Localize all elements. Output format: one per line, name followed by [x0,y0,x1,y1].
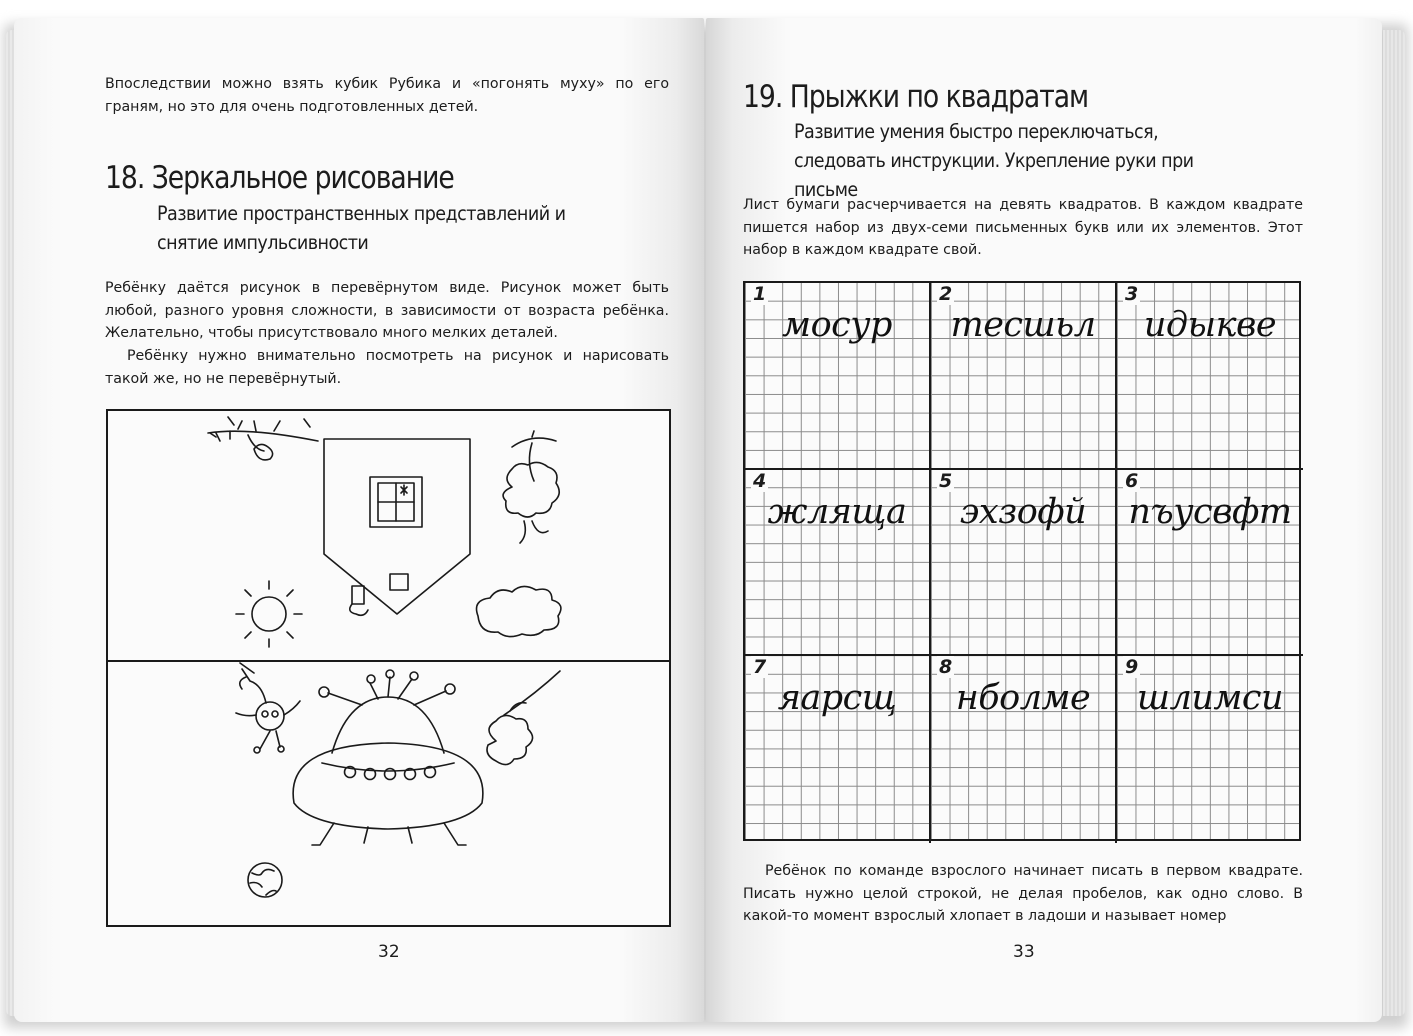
right-paragraph-2 [743,860,1303,928]
grid-cell-word: шлимси [1136,678,1284,719]
grid-cell-number: 5 [939,469,953,492]
tree-icon-right [503,431,559,543]
left-paragraph-1-text: Ребёнку даётся рисунок в перевёрнутом виде. Рисунок может быть любой, разного уровня сложности, в зависимости от возраста ребёнка. Желательно, чтобы присутствовало много мелких деталей. [105,280,669,342]
page-edges-right [1383,30,1405,1016]
right-section-title: 19. Прыжки по квадратам [743,79,1089,115]
grid-cell-5 [931,470,1117,657]
left-paragraph-2-text: Ребёнку нужно внимательно посмотреть на рисунок и нарисовать такой же, но не перевёрнутый. [105,348,669,387]
tree-icon [208,417,318,460]
grid-cell-3 [1117,283,1303,470]
grid-cell-word: пъусвфт [1128,491,1292,532]
grid-cell-number: 8 [939,656,953,679]
alien-icon [236,663,300,753]
ufo-icon [293,670,483,845]
grid-cell-9 [1117,656,1303,843]
right-page-number: 33 [1013,942,1035,962]
grid-cell-number: 9 [1125,656,1139,679]
grid-cell-word: нболме [955,678,1091,719]
left-section-title: 18. Зеркальное рисование [105,160,454,196]
grid-cell-4 [745,470,931,657]
right-paragraph-2-text: Ребёнок по команде взрослого начинает писать в первом квадрате. Писать нужно целой строкой, не делая пробелов, как одно слово. В какой-то момент взрослый хлопает в ладоши и называет номер [743,863,1303,925]
cloud-icon-lower [487,671,560,765]
left-page-number: 32 [378,942,400,962]
grid-cell-word: жляща [767,491,907,532]
sun-icon [236,581,302,647]
grid-cell-word: идыкве [1143,305,1277,345]
drawing-canvas [108,411,669,925]
grid-cell-number: 2 [939,283,953,305]
mirror-drawing-frame [106,409,671,927]
grid-cell-word: тесшьл [950,305,1096,345]
house-drawing-icon [324,439,470,615]
cloud-icon [477,586,561,636]
grid-cell-7 [745,656,931,843]
grid-cell-8 [931,656,1117,843]
grid-cell-6 [1117,470,1303,657]
grid-cell-number: 7 [753,656,767,679]
left-section-subtitle: Развитие пространственных представлений и снятие импульсивности [157,202,566,254]
grid-cell-word: мосур [782,305,892,345]
left-paragraph-2 [105,345,669,390]
grid-cell-number: 1 [753,283,767,305]
planet-icon [248,863,282,897]
grid-cell-2 [931,283,1117,470]
grid-cell-1 [745,283,931,470]
right-section-subtitle: Развитие умения быстро переключаться, следовать инструкции. Укрепление руки при письме [794,120,1194,201]
grid-cell-number: 4 [753,469,767,492]
grid-cell-word: эхзофй [959,491,1087,532]
grid-cell-number: 6 [1125,469,1139,492]
left-intro-text: Впоследствии можно взять кубик Рубика и «погонять муху» по его граням, но это для очень подготовленных детей. [105,76,669,115]
right-paragraph-1: Лист бумаги расчерчивается на девять квадратов. В каждом квадрате пишется набор из двух-семи письменных букв или их элементов. Этот набор в каждом квадрате свой. [743,197,1303,259]
grid-cell-number: 3 [1125,283,1139,305]
letter-grid [743,281,1301,841]
left-paragraph-1 [105,277,669,345]
grid-cell-word: яарсщ [777,678,897,719]
